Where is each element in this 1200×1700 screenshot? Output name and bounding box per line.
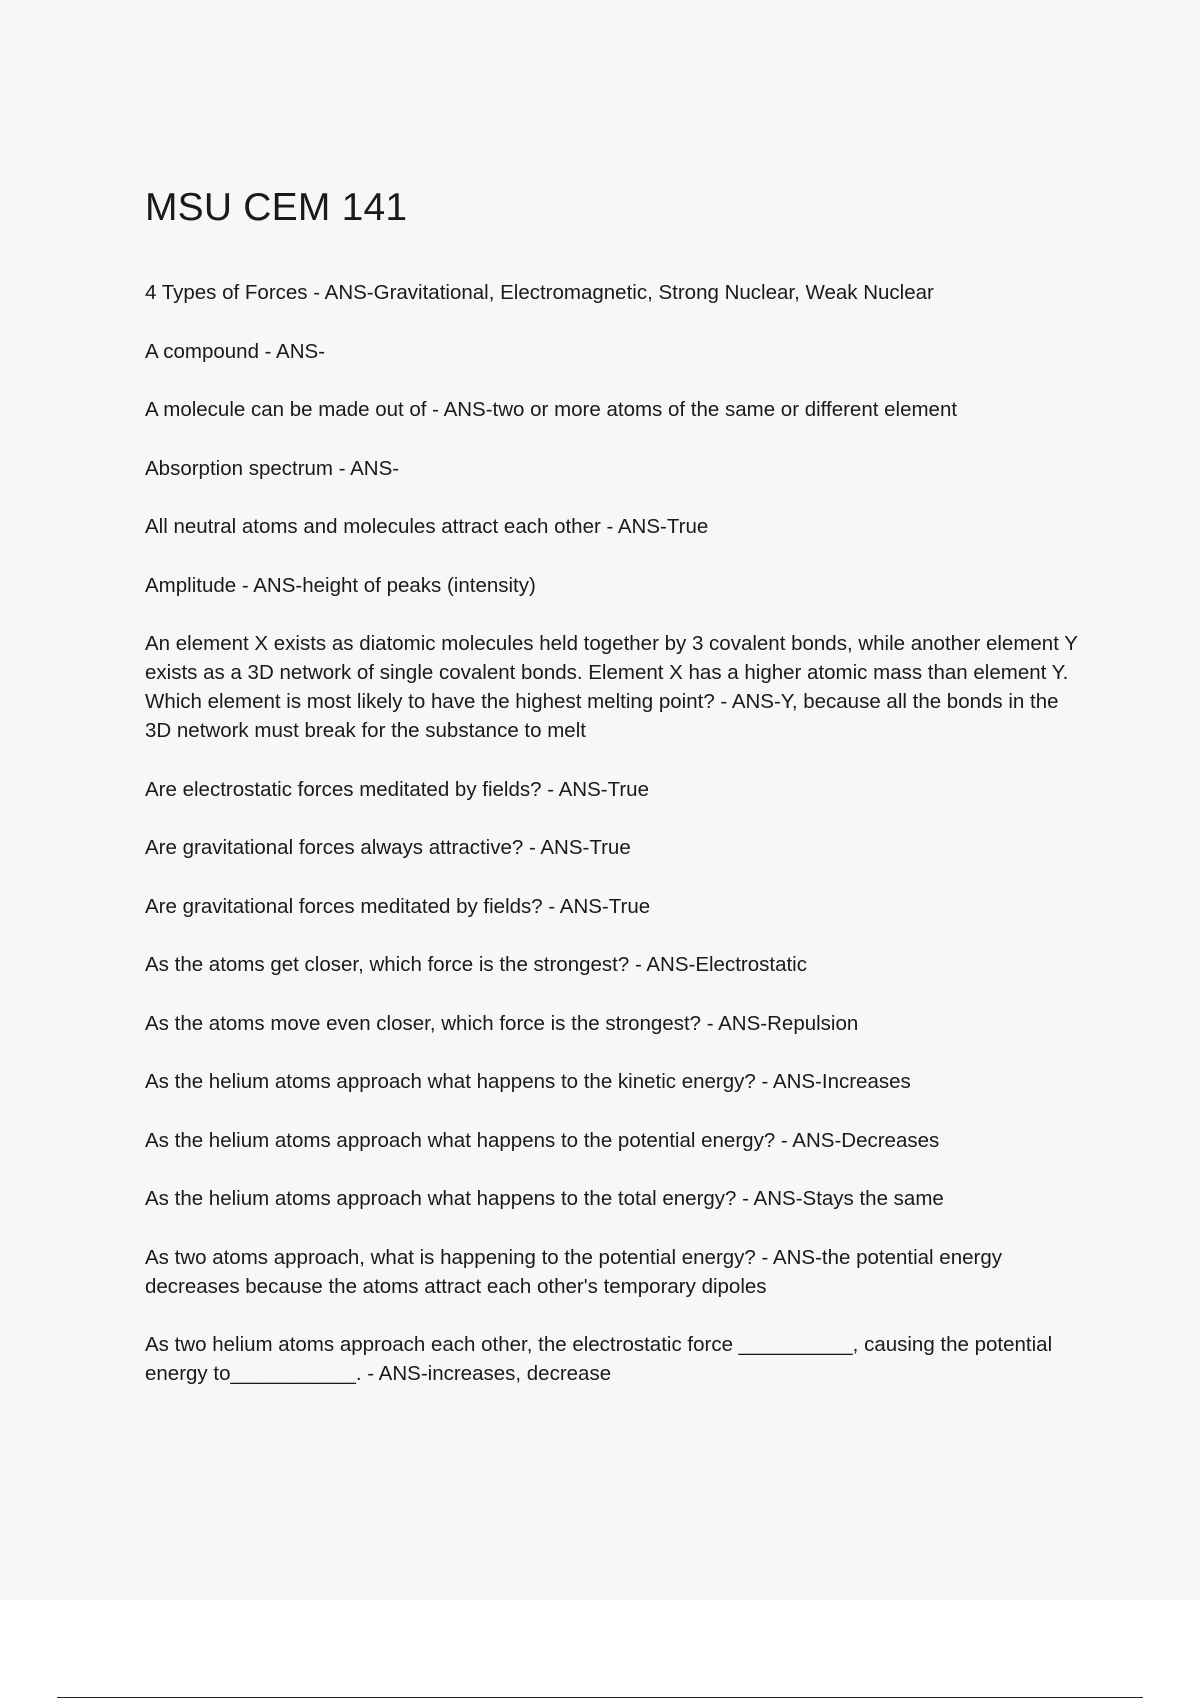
list-item: A compound - ANS-: [145, 339, 326, 363]
page-title: MSU CEM 141: [145, 186, 408, 229]
list-item: A molecule can be made out of - ANS-two or more atoms of the same or different element: [145, 398, 958, 421]
page-divider: [57, 1697, 1143, 1698]
list-item: As the atoms get closer, which force is the strongest? - ANS-Electrostatic: [145, 953, 807, 976]
list-item: Are electrostatic forces meditated by fields? - ANS-True: [145, 777, 649, 801]
list-item: Are gravitational forces always attractive? - ANS-True: [145, 836, 631, 859]
list-item: As the helium atoms approach what happens to the potential energy? - ANS-Decreases: [145, 1128, 940, 1152]
list-item: All neutral atoms and molecules attract each other - ANS-True: [145, 515, 709, 538]
list-item: An element X exists as diatomic molecules held together by 3 covalent bonds, while another element Y exists as a 3D network of single covalent bonds. Element X has a higher atomic mass than element Y. Which element is most likely to have the highest melting point? - ANS-Y, because all the bonds in the 3D network must break for the substance to melt: [145, 632, 1078, 742]
list-item: As the helium atoms approach what happens to the total energy? - ANS-Stays the same: [145, 1187, 944, 1210]
list-item: 4 Types of Forces - ANS-Gravitational, Electromagnetic, Strong Nuclear, Weak Nuclear: [145, 281, 934, 304]
list-item: Absorption spectrum - ANS-: [145, 456, 400, 480]
list-item: As the atoms move even closer, which force is the strongest? - ANS-Repulsion: [145, 1011, 859, 1035]
list-item: Amplitude - ANS-height of peaks (intensity): [145, 573, 536, 597]
list-item: As the helium atoms approach what happens to the kinetic energy? - ANS-Increases: [145, 1070, 911, 1093]
list-item: As two helium atoms approach each other, the electrostatic force __________, causing the potential energy to___________. - ANS-increases, decrease: [145, 1333, 1053, 1385]
flashcard-list: [145, 278, 1085, 1418]
list-item: As two atoms approach, what is happening to the potential energy? - ANS-the potential energy decreases because the atoms attract each other's temporary dipoles: [145, 1245, 1002, 1298]
list-item: Are gravitational forces meditated by fields? - ANS-True: [145, 894, 651, 918]
